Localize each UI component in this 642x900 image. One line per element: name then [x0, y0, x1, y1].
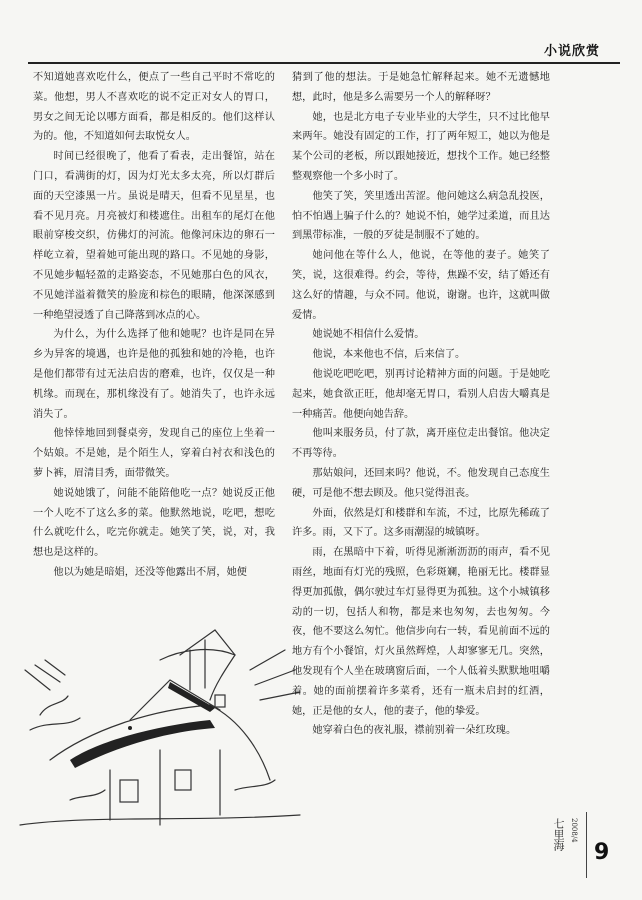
paragraph: 他笑了笑，笑里透出苦涩。他问她这么病急乱投医，怕不怕遇上骗子什么的？她说不怕，她学过柔道，而且达到黑带标准，一般的歹徒是制服不了她的。 — [292, 190, 550, 242]
paragraph: 她穿着白色的夜礼服，襟前别着一朵红玫瑰。 — [312, 725, 517, 737]
right-text-column — [292, 68, 550, 741]
paragraph: 他悻悻地回到餐桌旁，发现自己的座位上坐着一个姑娘。不是她，是个陌生人，穿着白衬衣和浅色的萝卜裤，眉清目秀，面带微笑。 — [33, 428, 275, 479]
page-number: 9 — [594, 840, 610, 865]
paragraph: 猜到了他的想法。于是她急忙解释起来。她不无遗憾地想，此时，他是多么需要另一个人的解释呀？ — [292, 72, 550, 103]
header-rule — [28, 62, 620, 64]
paragraph: 那姑娘问，还回来吗？他说，不。他发现自己态度生硬，可是他不想去顾及。他只觉得沮丧。 — [292, 467, 550, 499]
paragraph: 她，也是北方电子专业毕业的大学生，只不过比他早来两年。她没有固定的工作，打了两年短工，她以为他是某个公司的老板，所以跟她接近，想找个工作。她已经整整观察他一个多小时了。 — [292, 111, 550, 182]
section-title: 小说欣赏 — [543, 44, 600, 59]
paragraph: 雨，在黑暗中下着，听得见淅淅沥沥的雨声，看不见雨丝，地面有灯光的残照，色彩斑斓，艳丽无比。楼群显得更加孤傲，偶尔驶过车灯显得更为孤独。这个小城镇移动的一切，包括人和物，都是来也匆匆，去也匆匆。今夜，他不要这么匆忙。他信步向右一转，看见前面不远的地方有个小餐馆，灯火虽然辉煌，人却寥寥无几。突然，他发现有个人坐在玻璃窗后面，一个人低着头默默地咀嚼着。她的面前摆着许多菜肴，还有一瓶未启封的红酒，她，正是他的女人，他的妻子，他的挚爱。 — [292, 547, 550, 717]
paragraph: 他说，本来他也不信，后来信了。 — [312, 349, 466, 361]
issue-number: 2008/4 — [570, 818, 578, 843]
paragraph: 他说吃吧吃吧，别再讨论精神方面的问题。于是她吃起来，她食欲正旺，他却毫无胃口，看别人启齿大嚼真是一种痛苦。他便向她告辞。 — [292, 368, 550, 420]
left-text-column — [33, 68, 275, 583]
paragraph: 为什么，为什么选择了他和她呢？也许是同在异乡为异客的境遇，也许是他的孤独和她的冷艳，也许是他们都带有过无法启齿的磨难，也许，仅仅是一种机缘。而现在，那机缘没有了。她消失了，也许永远消失了。 — [33, 329, 275, 420]
footer-divider — [586, 812, 587, 878]
paragraph: 不知道她喜欢吃什么，便点了一些自己平时不常吃的菜。他想，男人不喜欢吃的说不定正对女人的胃口，男女之间无论以哪方面看，都是相反的。他们这样认为的。他，不知道如何去取悦女人。 — [33, 72, 275, 143]
ink-sketch-illustration — [10, 610, 310, 840]
paragraph: 她问他在等什么人，他说，在等他的妻子。她笑了笑，说，这很难得。约会，等待，焦躁不安，结了婚还有这么好的情趣，与众不同。他说，谢谢。也许，这就叫做爱情。 — [292, 250, 550, 321]
paragraph: 她说她不相信什么爱情。 — [312, 329, 425, 341]
paragraph: 他叫来服务员，付了款，离开座位走出餐馆。他决定不再等待。 — [292, 428, 550, 460]
paragraph: 他以为她是暗娼，还没等他露出不屑，她便 — [53, 566, 247, 578]
magazine-name: 七里海 — [552, 818, 565, 851]
paragraph: 外面，依然是灯和楼群和车流，不过，比原先稀疏了许多。雨，又下了。这多雨潮湿的城镇呀。 — [292, 507, 550, 539]
paragraph: 她说她饿了，问能不能陪他吃一点？她说反正他一个人吃不了这么多的菜。他默然地说，吃吧，想吃什么就吃什么，吃完你就走。她笑了笑，说，对，我想也是这样的。 — [33, 487, 275, 559]
paragraph: 时间已经很晚了，他看了看表，走出餐馆，站在门口，看满街的灯，因为灯光太多太亮，所以灯群后面的天空漆黑一片。虽说是晴天，但看不见星星，也看不见月亮。月亮被灯和楼遮住。出租车的尾灯在他眼前穿梭交织，仿佛灯的河流。他像河床边的卵石一样屹立着，望着她可能出现的路口。不见她的身影，不见她步幅轻盈的走路姿态，不见她那白色的风衣，不见她洋溢着微笑的脸庞和棕色的眼睛，他深深感到一种绝望浸透了自己降落到冰点的心。 — [33, 151, 275, 321]
magazine-label — [552, 818, 582, 878]
